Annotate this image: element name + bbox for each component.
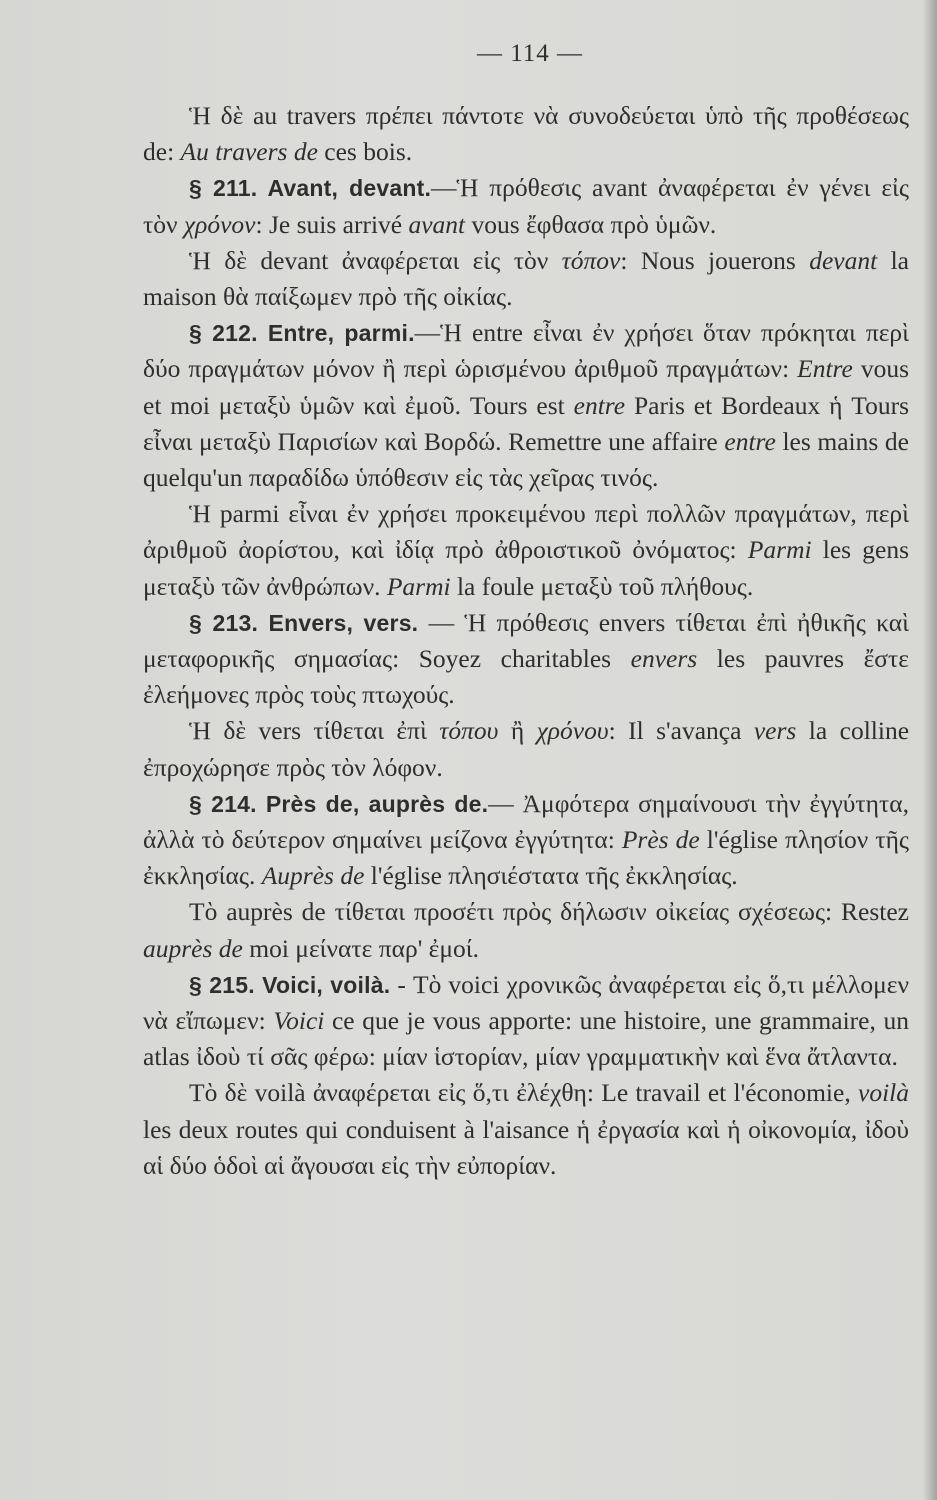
italic-term: entre (724, 426, 776, 456)
text-run: la maison θὰ παίξωμεν πρὸ τῆς οἰκίας. (143, 245, 909, 312)
text-run: —Ἡ entre εἶναι ἐν χρήσει ὅταν πρόκηται περὶ δύο πραγμάτων μόνον ἢ περὶ ὡρισμένου ἀριθμοῦ πραγμάτων: (143, 318, 909, 384)
text-run: l'église πλησίον τῆς ἐκκλησίας. (143, 825, 910, 891)
text-run: les mains de quelqu'un παραδίδω ὑπόθεσιν εἰς τὰς χεῖρας τινός. (143, 426, 909, 493)
paragraph (143, 1075, 909, 1184)
paragraph (143, 786, 909, 895)
paragraph (143, 894, 909, 966)
text-run: —Ἡ πρόθεσις avant ἀναφέρεται ἐν γένει εἰς τὸν (143, 173, 910, 239)
text-run: les pauvres ἔστε ἐλεήμονες πρὸς τοὺς πτωχούς. (143, 644, 909, 710)
italic-term: envers (630, 644, 698, 674)
text-run: vous et moi μεταξὺ ὑμῶν καὶ ἐμοῦ. Tours est (143, 354, 909, 420)
text-run: l'église πλησιέστατα τῆς ἐκκλησίας. (364, 861, 738, 891)
page-edge-shadow (923, 0, 937, 1500)
text-run: — Ἀμφότερα σημαίνουσι τὴν ἐγγύτητα, ἀλλὰ τὸ δεύτερον σημαίνει μείζονα ἐγγύτητα: (143, 788, 909, 855)
text-run: Paris et Bordeaux ἡ Tours εἶναι μεταξὺ Παρισίων καὶ Βορδώ. Remettre une affaire (143, 390, 909, 456)
italic-term: vers (753, 716, 797, 746)
text-run: vous ἔφθασα πρὸ ὑμῶν. (465, 209, 717, 239)
paragraph (143, 496, 909, 605)
paragraph (143, 315, 909, 496)
text-run: Ἡ parmi εἶναι ἐν χρήσει προκειμένου περὶ πολλῶν πραγμάτων, περὶ ἀριθμοῦ ἀορίστου, καὶ ἰδίᾳ πρὸ ἀθροιστικοῦ ὀνόματος: (143, 499, 909, 565)
section-heading: § 215. Voici, voilà. (189, 971, 391, 998)
italic-term: τόπου (439, 716, 499, 746)
text-run: les gens μεταξὺ τῶν ἀνθρώπων. (143, 535, 909, 601)
text-run: les deux routes qui conduisent à l'aisance ἡ ἐργασία καὶ ἡ οἰκονομία, ἰδοὺ αἱ δύο ὁδοὶ αἱ ἄγουσαι εἰς τὴν εὐπορίαν. (143, 1114, 909, 1180)
italic-term: auprès de (143, 933, 243, 963)
italic-term: Au travers de (180, 137, 318, 167)
text-run: : Il s'avança (608, 716, 754, 746)
italic-term: Parmi (386, 571, 451, 601)
italic-term: χρόνου (536, 716, 609, 746)
paragraph (143, 243, 909, 315)
text-run: ἢ (498, 716, 537, 746)
text-run: - Τὸ voici χρονικῶς ἀναφέρεται εἰς ὅ,τι μέλλομεν νὰ εἴπωμεν: (143, 969, 909, 1036)
text-run: Ἡ δὲ devant ἀναφέρεται εἰς τὸν (189, 245, 562, 275)
italic-term: Entre (797, 354, 853, 384)
italic-term: Auprès de (261, 861, 365, 891)
italic-term: devant (809, 245, 878, 275)
italic-term: voilà (858, 1078, 909, 1108)
text-run: Ἡ δὲ vers τίθεται ἐπὶ (189, 716, 440, 746)
text-run: : Nous jouerons (620, 245, 810, 275)
page-number: — 114 — (476, 40, 584, 67)
italic-term: avant (408, 209, 466, 239)
italic-term: Parmi (747, 535, 812, 565)
section-heading: § 213. Envers, vers. (189, 609, 419, 636)
text-run: : Je suis arrivé (255, 209, 409, 239)
text-run: Τὸ δὲ voilà ἀναφέρεται εἰς ὅ,τι ἐλέχθη: Le travail et l'économie, (189, 1078, 858, 1108)
paragraph (143, 967, 909, 1076)
body-text (143, 98, 909, 1184)
paragraph (143, 713, 909, 785)
italic-term: χρόνον (183, 209, 256, 239)
text-run: Τὸ auprès de τίθεται προσέτι πρὸς δήλωσιν οἰκείας σχέσεως: Restez (189, 897, 909, 927)
paragraph (143, 98, 909, 170)
section-heading: § 214. Près de, auprès de. (189, 790, 489, 817)
section-heading: § 211. Avant, devant. (189, 175, 432, 202)
italic-term: τόπον (561, 245, 621, 275)
text-run: la colline ἐπροχώρησε πρὸς τὸν λόφον. (143, 716, 910, 782)
text-run: la foule μεταξὺ τοῦ πλήθους. (450, 571, 754, 601)
section-heading: § 212. Entre, parmi. (189, 320, 415, 347)
text-run: moi μείνατε παρ' ἐμοί. (242, 933, 480, 963)
italic-term: Près de (621, 825, 700, 855)
text-run: ces bois. (317, 137, 413, 167)
text-run: Ἡ δὲ au travers πρέπει πάντοτε νὰ συνοδεύεται ὑπὸ τῆς προθέσεως de: (143, 101, 909, 167)
paragraph (143, 170, 909, 242)
text-run: — Ἡ πρόθεσις envers τίθεται ἐπὶ ἠθικῆς καὶ μεταφορικῆς σημασίας: Soyez charitables (143, 607, 909, 674)
italic-term: entre (573, 390, 626, 420)
paragraph (143, 605, 909, 714)
text-run: ce que je vous apporte: une histoire, une grammaire, un atlas ἰδοὺ τί σᾶς φέρω: μίαν ἱστορίαν, μίαν γραμματικὴν καὶ ἕνα ἄτλαντα. (143, 1006, 909, 1072)
italic-term: Voici (273, 1006, 325, 1036)
